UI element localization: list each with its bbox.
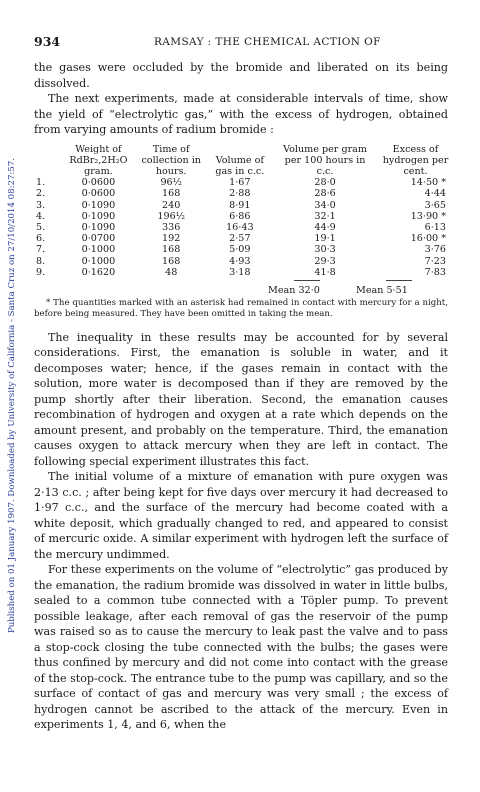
row-weight: 0·1090 xyxy=(81,210,116,222)
row-excess: 7·23 xyxy=(424,255,446,267)
row-time: 96½ xyxy=(160,177,182,189)
row-weight: 0·0600 xyxy=(81,177,116,189)
row-volume: 3·18 xyxy=(229,266,251,278)
row-index: 7. xyxy=(36,244,46,256)
row-time: 336 xyxy=(162,221,181,233)
row-excess: 13·90 * xyxy=(410,210,446,222)
paragraph-apparatus: For these experiments on the volume of “electrolytic” gas produced by the emanation, the radium bromide was dissolved in water in little bulbs, sealed to a common tube connected with a Töpler pump. To prevent possible leakage, after each removal of gas the reservoir of the pump was raised so as to cause the mercury to leak past the valve and to pass a stop-cock closing the tube connected with the bulbs; the gases were thus confined by mercury and did not come into contact with the grease of the stop-cock. The entrance tube to the pump was capillary, and so the surface of contact of gas and mercury was very small ; the excess of hydrogen cannot be ascribed to the attack of the mercury. Even in experiments 1, 4, and 6, when the xyxy=(34,563,448,732)
row-index: 6. xyxy=(36,233,46,245)
row-time: 168 xyxy=(162,244,181,256)
row-volume-per-gram: 28·0 xyxy=(314,177,336,189)
paragraph-inequality: The inequality in these results may be accounted for by several considerations. First, the emanation is soluble in water, and it decomposes water; hence, if the gases remain in contact with the solution, more water is decomposed than if they are removed by the pump shortly after their liberation. Second, the emanation causes recombination of hydrogen and oxygen at a rate which depends on the amount present, and probably on the temperature. Third, the emanation causes oxygen to attack mercury when they are left in contact. The following special experiment illustrates this fact. xyxy=(34,330,448,468)
row-excess: 16·00 * xyxy=(410,233,446,245)
row-volume-per-gram: 44·9 xyxy=(314,221,336,233)
table-row xyxy=(34,233,454,244)
row-excess: 14·50 * xyxy=(410,177,446,189)
row-weight: 0·0600 xyxy=(81,188,116,200)
row-volume: 4·93 xyxy=(229,255,251,267)
table-header-volume: Volume of gas in c.c. xyxy=(215,154,265,177)
row-volume: 5·09 xyxy=(229,244,251,256)
row-weight: 0·1620 xyxy=(81,266,116,278)
page-number: 934 xyxy=(34,34,61,49)
row-index: 3. xyxy=(36,199,46,211)
running-title: RAMSAY : THE CHEMICAL ACTION OF xyxy=(154,36,381,48)
row-excess: 3·65 xyxy=(424,199,446,211)
row-excess: 6·13 xyxy=(424,221,446,233)
row-weight: 0·1000 xyxy=(81,255,116,267)
table-header-volume-per-gram: Volume per gram per 100 hours in c.c. xyxy=(283,143,367,177)
table-row xyxy=(34,244,454,255)
table-header-time: Time of collection in hours. xyxy=(141,143,201,177)
table-row xyxy=(34,177,454,188)
row-excess: 4·44 xyxy=(424,188,446,200)
row-volume: 6·86 xyxy=(229,210,251,222)
row-weight: 0·1090 xyxy=(81,199,116,211)
row-volume-per-gram: 41·8 xyxy=(314,266,336,278)
table-row xyxy=(34,188,454,199)
row-weight: 0·1000 xyxy=(81,244,116,256)
table-footnote: * The quantities marked with an asterisk had remained in contact with mercury for a night, before being measured. They have been omitted in taking the mean. xyxy=(34,297,448,319)
table-header-weight: Weight of RdBr₂,2H₂O gram. xyxy=(69,143,128,177)
sidebar-publication-text: Published on 01 January 1907. Downloaded by University of California - Santa Cruz on 27/10/2014 08:27:57. xyxy=(7,158,17,634)
row-volume: 1·67 xyxy=(229,177,251,189)
table-header-row xyxy=(34,144,454,178)
row-excess: 3·76 xyxy=(424,244,446,256)
table-row xyxy=(34,256,454,267)
mean-excess-hydrogen: Mean 5·51 xyxy=(356,284,408,296)
row-volume-per-gram: 32·1 xyxy=(314,210,336,222)
row-time: 168 xyxy=(162,188,181,200)
paragraph-occluded: the gases were occluded by the bromide and liberated on its being dissolved. xyxy=(34,61,448,90)
row-volume: 2·88 xyxy=(229,188,251,200)
table-header-excess-hydrogen: Excess of hydrogen per cent. xyxy=(382,143,449,177)
row-volume-per-gram: 30·3 xyxy=(314,244,336,256)
row-volume-per-gram: 28·6 xyxy=(314,188,336,200)
mean-rule-excess xyxy=(386,280,412,281)
results-table xyxy=(34,144,454,278)
table-means xyxy=(34,280,448,296)
paragraph-next-experiments: The next experiments, made at considerable intervals of time, show the yield of “electrolytic gas,” with the excess of hydrogen, obtained from varying amounts of radium bromide : xyxy=(34,92,448,136)
page-header xyxy=(34,34,448,52)
row-volume-per-gram: 29·3 xyxy=(314,255,336,267)
row-index: 8. xyxy=(36,255,46,267)
row-weight: 0·0700 xyxy=(81,233,116,245)
page-content xyxy=(34,34,448,733)
row-volume: 16·43 xyxy=(226,221,254,233)
row-index: 4. xyxy=(36,210,46,222)
row-weight: 0·1090 xyxy=(81,221,116,233)
row-index: 2. xyxy=(36,188,46,200)
row-index: 9. xyxy=(36,266,46,278)
body-text xyxy=(34,330,448,733)
row-index: 5. xyxy=(36,221,46,233)
row-time: 192 xyxy=(162,233,181,245)
mean-volume-per-gram: Mean 32·0 xyxy=(268,284,320,296)
publication-sidebar xyxy=(0,0,24,792)
row-excess: 7·83 xyxy=(424,266,446,278)
row-time: 196½ xyxy=(157,210,186,222)
row-index: 1. xyxy=(36,177,46,189)
table-row xyxy=(34,267,454,278)
paragraph-oxygen-experiment: The initial volume of a mixture of emanation with pure oxygen was 2·13 c.c. ; after being kept for five days over mercury it had decreased to 1·97 c.c., and the surface of the mercury had become coated with a white deposit, which gradually changed to red, and appeared to consist of mercuric oxide. A similar experiment with hydrogen left the surface of the mercury undimmed. xyxy=(34,470,448,561)
table-row xyxy=(34,211,454,222)
row-volume-per-gram: 19·1 xyxy=(314,233,336,245)
row-time: 168 xyxy=(162,255,181,267)
row-time: 48 xyxy=(165,266,178,278)
table-row xyxy=(34,222,454,233)
row-volume: 8·91 xyxy=(229,199,251,211)
row-volume-per-gram: 34·0 xyxy=(314,199,336,211)
row-time: 240 xyxy=(162,199,181,211)
table-row xyxy=(34,200,454,211)
mean-rule-volume xyxy=(294,280,320,281)
table-header-index xyxy=(34,144,61,178)
row-volume: 2·57 xyxy=(229,233,251,245)
